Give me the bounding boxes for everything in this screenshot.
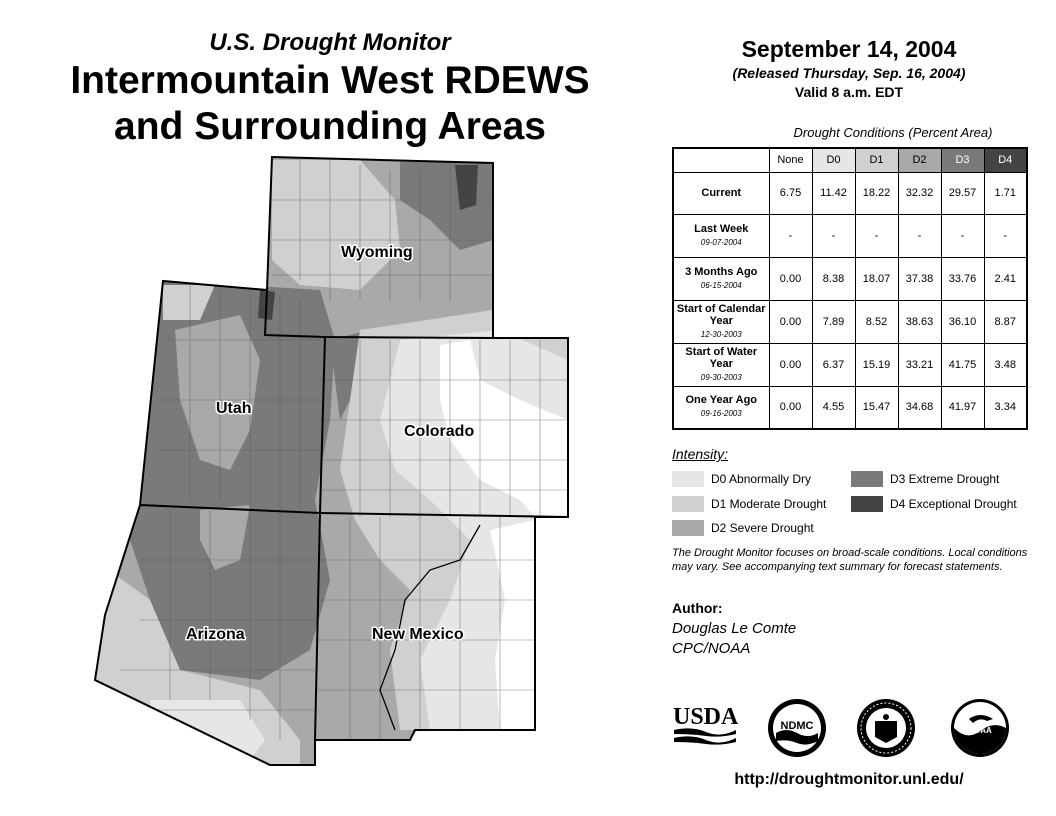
author-heading: Author: — [672, 600, 723, 616]
table-cell: 6.37 — [812, 343, 855, 386]
row-header: Start of Calendar Year 12-30-2003 — [673, 300, 769, 343]
subtitle: U.S. Drought Monitor — [209, 29, 451, 56]
usda-logo-icon — [672, 700, 738, 748]
table-cell: 8.87 — [984, 300, 1027, 343]
legend-label: D3 Extreme Drought — [890, 472, 1000, 486]
legend-label: D4 Exceptional Drought — [890, 497, 1017, 511]
table-cell: 7.89 — [812, 300, 855, 343]
table-cell: 3.34 — [984, 386, 1027, 429]
table-cell: 41.75 — [941, 343, 984, 386]
col-header-d3: D3 — [941, 148, 984, 172]
drought-conditions-table — [672, 147, 1028, 430]
row-header: Current — [673, 172, 769, 214]
row-header: Start of Water Year 09-30-2003 — [673, 343, 769, 386]
table-header-row — [673, 148, 1027, 172]
legend-title: Intensity: — [672, 446, 729, 462]
table-cell: 6.75 — [769, 172, 812, 214]
table-cell: - — [855, 214, 898, 257]
table-cell: 18.22 — [855, 172, 898, 214]
legend-item-d3 — [851, 471, 999, 487]
col-header-d4: D4 — [984, 148, 1027, 172]
table-cell: 34.68 — [898, 386, 941, 429]
row-header: Last Week 09-07-2004 — [673, 214, 769, 257]
main-title-line1: Intermountain West RDEWS — [70, 59, 590, 102]
main-title-line2: and Surrounding Areas — [114, 105, 546, 148]
table-cell: 38.63 — [898, 300, 941, 343]
state-label-utah: Utah — [216, 400, 252, 417]
table-cell: 11.42 — [812, 172, 855, 214]
svg-text:NDMC: NDMC — [780, 720, 814, 732]
ndmc-logo — [766, 697, 828, 764]
legend-swatch — [851, 496, 883, 512]
table-cell: 33.21 — [898, 343, 941, 386]
table-row — [673, 300, 1027, 343]
table-cell: 4.55 — [812, 386, 855, 429]
table-cell: 18.07 — [855, 257, 898, 300]
table-row — [673, 343, 1027, 386]
release-date: (Released Thursday, Sep. 16, 2004) — [732, 65, 966, 81]
legend-item-d4 — [851, 496, 1017, 512]
disclaimer-note: The Drought Monitor focuses on broad-scale conditions. Local conditions may vary. See accompanying text summary for forecast statements. — [672, 547, 1028, 573]
legend-item-d1 — [672, 496, 826, 512]
table-cell: 41.97 — [941, 386, 984, 429]
table-cell: 2.41 — [984, 257, 1027, 300]
table-cell: 1.71 — [984, 172, 1027, 214]
svg-text:USDA: USDA — [673, 704, 738, 730]
table-row — [673, 257, 1027, 300]
table-cell: 36.10 — [941, 300, 984, 343]
author-name: Douglas Le Comte — [672, 620, 797, 637]
author-info — [672, 619, 796, 659]
table-cell: 8.38 — [812, 257, 855, 300]
noaa-logo — [949, 697, 1011, 764]
table-corner — [673, 148, 769, 172]
table-caption: Drought Conditions (Percent Area) — [793, 125, 993, 140]
col-header-d1: D1 — [855, 148, 898, 172]
table-cell: 32.32 — [898, 172, 941, 214]
legend-swatch — [672, 520, 704, 536]
state-label-wyoming: Wyoming — [341, 244, 413, 261]
author-org: CPC/NOAA — [672, 640, 751, 657]
col-header-d0: D0 — [812, 148, 855, 172]
legend-label: D0 Abnormally Dry — [711, 472, 812, 486]
ndmc-logo-icon — [766, 697, 828, 759]
row-header: One Year Ago 09-16-2003 — [673, 386, 769, 429]
col-header-none: None — [769, 148, 812, 172]
table-cell: 3.48 — [984, 343, 1027, 386]
website-url[interactable]: http://droughtmonitor.unl.edu/ — [734, 771, 964, 788]
legend-swatch — [672, 496, 704, 512]
table-cell: - — [941, 214, 984, 257]
noaa-logo-icon — [949, 697, 1011, 759]
table-row — [673, 386, 1027, 429]
table-cell: 33.76 — [941, 257, 984, 300]
svg-text:NOAA: NOAA — [968, 726, 992, 735]
commerce-seal-logo — [855, 697, 917, 764]
table-cell: 8.52 — [855, 300, 898, 343]
table-cell: 15.47 — [855, 386, 898, 429]
row-header: 3 Months Ago 06-15-2004 — [673, 257, 769, 300]
table-cell: 0.00 — [769, 300, 812, 343]
date-block — [672, 34, 1026, 102]
table-row — [673, 172, 1027, 214]
table-cell: - — [769, 214, 812, 257]
legend-label: D2 Severe Drought — [711, 521, 814, 535]
map-date: September 14, 2004 — [741, 36, 957, 62]
valid-time: Valid 8 a.m. EDT — [794, 84, 904, 100]
table-cell: 15.19 — [855, 343, 898, 386]
legend-label: D1 Moderate Drought — [711, 497, 827, 511]
legend-swatch — [672, 471, 704, 487]
table-cell: - — [812, 214, 855, 257]
table-cell: 0.00 — [769, 386, 812, 429]
table-cell: - — [898, 214, 941, 257]
commerce-seal-icon — [855, 697, 917, 759]
table-cell: 37.38 — [898, 257, 941, 300]
col-header-d2: D2 — [898, 148, 941, 172]
state-label-new-mexico: New Mexico — [372, 626, 464, 643]
usda-logo — [672, 700, 738, 753]
legend-item-d2 — [672, 520, 814, 536]
legend-swatch — [851, 471, 883, 487]
legend-item-d0 — [672, 471, 811, 487]
state-label-colorado: Colorado — [404, 423, 475, 440]
table-cell: 0.00 — [769, 257, 812, 300]
table-cell: 29.57 — [941, 172, 984, 214]
state-label-arizona: Arizona — [186, 626, 245, 643]
table-row — [673, 214, 1027, 257]
table-cell: 0.00 — [769, 343, 812, 386]
table-cell: - — [984, 214, 1027, 257]
